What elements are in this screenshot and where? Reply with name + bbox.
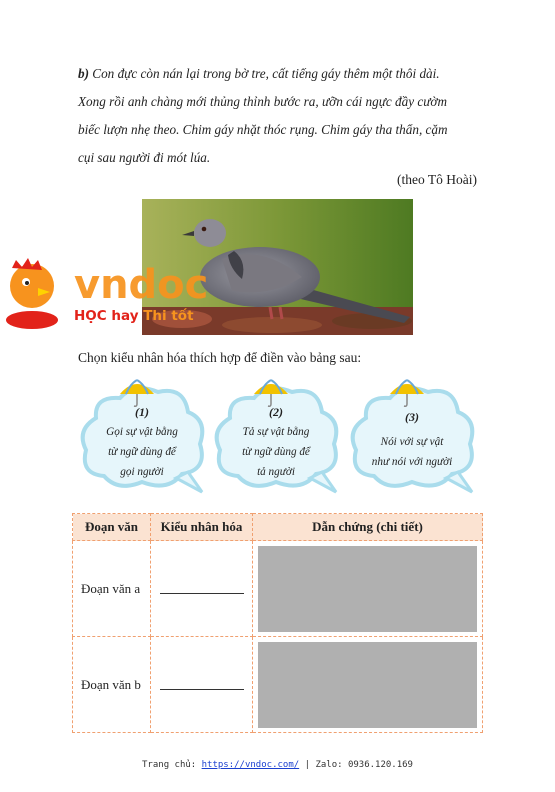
evidence-cell[interactable] xyxy=(253,541,483,637)
passage-line-3: biếc lượn nhẹ theo. Chim gáy nhặt thóc rụng. Chim gáy tha thẩn, cặm xyxy=(78,122,448,137)
umbrella-icon xyxy=(118,378,156,408)
type-3-line-1: Nói với sự vật xyxy=(380,436,444,448)
footer-separator: | xyxy=(304,760,311,770)
svg-text:HỌC hay Thi tốt: HỌC hay Thi tốt xyxy=(74,308,194,324)
passage-line-2: Xong rồi anh chàng mới thủng thỉnh bước ra, ưỡn cái ngực đầy cườm xyxy=(78,94,447,109)
answer-table xyxy=(72,513,483,733)
type-card-1 xyxy=(76,378,208,496)
footer-zalo: Zalo: 0936.120.169 xyxy=(315,760,413,770)
passage-line-1: b) Con đực còn nán lại trong bờ tre, cất tiếng gáy thêm một thôi dài. xyxy=(78,66,440,81)
type-2-number: (2) xyxy=(269,405,283,419)
row-label: Đoạn văn a xyxy=(73,541,151,637)
table-row xyxy=(73,541,483,637)
svg-text:vndoc: vndoc xyxy=(74,262,209,308)
header-type: Kiểu nhân hóa xyxy=(151,514,253,541)
type-1-line-2: từ ngữ dùng để xyxy=(108,446,176,458)
type-1-number: (1) xyxy=(135,405,149,419)
answer-blank[interactable] xyxy=(160,675,244,690)
type-1-line-1: Gọi sự vật bằng xyxy=(106,426,178,438)
umbrella-icon xyxy=(388,378,426,408)
type-2-line-2: từ ngữ dùng để xyxy=(242,446,310,458)
type-answer-cell[interactable] xyxy=(151,637,253,733)
answer-blank[interactable] xyxy=(160,579,244,594)
footer-link[interactable]: https://vndoc.com/ xyxy=(201,760,300,770)
type-card-2 xyxy=(210,378,342,496)
type-answer-cell[interactable] xyxy=(151,541,253,637)
type-2-line-1: Tả sự vật bằng xyxy=(242,426,310,438)
footer-home-label: Trang chủ: xyxy=(142,760,197,770)
vndoc-logo xyxy=(0,258,230,338)
instruction-text: Chọn kiểu nhân hóa thích hợp để điền vào bảng sau: xyxy=(78,350,362,365)
header-evidence: Dẫn chứng (chi tiết) xyxy=(253,514,483,541)
umbrella-icon xyxy=(252,378,290,408)
handwriting-grid[interactable] xyxy=(258,642,477,728)
header-passage: Đoạn văn xyxy=(73,514,151,541)
evidence-cell[interactable] xyxy=(253,637,483,733)
handwriting-grid[interactable] xyxy=(258,546,477,632)
passage-source: (theo Tô Hoài) xyxy=(397,172,477,187)
type-2-line-3: tả người xyxy=(257,466,295,478)
row-label: Đoạn văn b xyxy=(73,637,151,733)
table-row xyxy=(73,637,483,733)
type-1-line-3: gọi người xyxy=(120,466,164,478)
type-3-line-2: như nói với người xyxy=(371,456,453,468)
type-3-number: (3) xyxy=(405,410,419,424)
passage-lead: b) xyxy=(78,66,89,81)
passage-line-4: cụi sau người đi mót lúa. xyxy=(78,150,211,165)
type-card-3 xyxy=(346,378,478,496)
page-footer xyxy=(0,760,555,770)
